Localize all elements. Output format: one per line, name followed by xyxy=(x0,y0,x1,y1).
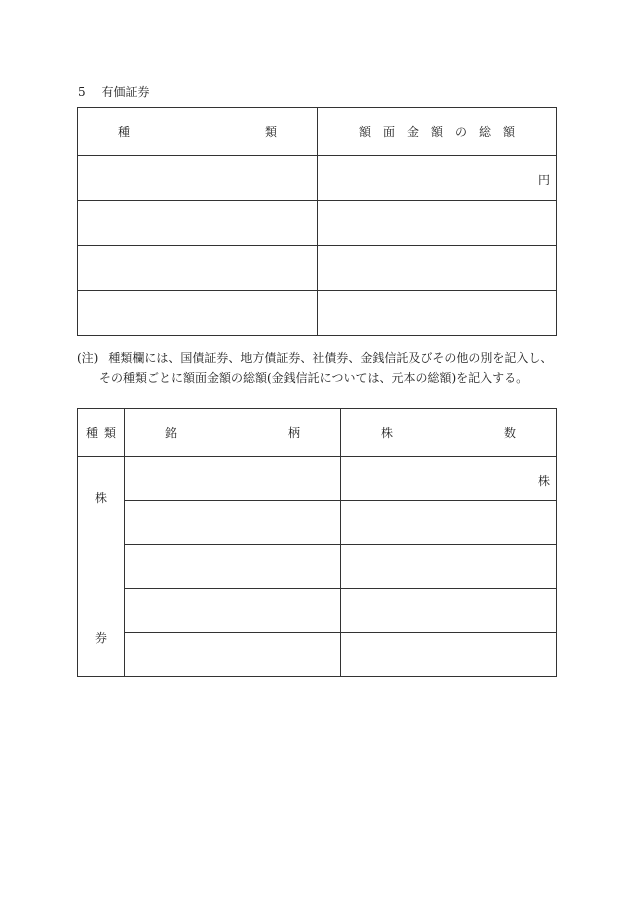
kind-header-right: 類 xyxy=(103,426,116,440)
kind-header-right: 類 xyxy=(264,125,277,139)
shares-cell[interactable] xyxy=(341,633,557,677)
brand-cell[interactable] xyxy=(125,545,341,589)
note xyxy=(77,348,567,388)
kind-header-left: 種 xyxy=(86,426,99,440)
table-row xyxy=(78,589,557,633)
table-header-row xyxy=(78,409,557,457)
stock-kind-cell xyxy=(78,457,125,677)
amount-cell[interactable] xyxy=(318,156,557,201)
table-row xyxy=(78,501,557,545)
table-row xyxy=(78,545,557,589)
kind-cell[interactable] xyxy=(78,246,318,291)
section-title: 有価証券 xyxy=(101,85,150,99)
yen-unit-label: 円 xyxy=(537,173,550,187)
table-header-row xyxy=(78,108,557,156)
kind-cell[interactable] xyxy=(78,156,318,201)
kind-header xyxy=(78,108,318,156)
amount-header-label: 額面金額の総額 xyxy=(358,125,527,139)
kind-cell[interactable] xyxy=(78,201,318,246)
brand-cell[interactable] xyxy=(125,501,341,545)
table-row xyxy=(78,156,557,201)
kind-cell[interactable] xyxy=(78,291,318,336)
shares-cell[interactable] xyxy=(341,501,557,545)
shares-header-right: 数 xyxy=(503,426,516,440)
securities-table xyxy=(77,107,557,336)
shares-cell[interactable] xyxy=(341,457,557,501)
table-row xyxy=(78,457,557,501)
amount-header xyxy=(318,108,557,156)
note-line-2: その種類ごとに額面金額の総額(金銭信託については、元本の総額)を記入する。 xyxy=(99,371,529,385)
section-heading xyxy=(78,84,149,100)
table-row xyxy=(78,633,557,677)
brand-header-left: 銘 xyxy=(165,426,178,440)
brand-header-right: 柄 xyxy=(287,426,300,440)
stock-kind-label-top: 株 xyxy=(94,491,107,505)
shares-cell[interactable] xyxy=(341,589,557,633)
kind-header-left: 種 xyxy=(118,125,131,139)
stock-kind-label-bottom: 券 xyxy=(94,631,107,645)
shares-cell[interactable] xyxy=(341,545,557,589)
brand-cell[interactable] xyxy=(125,589,341,633)
table-row xyxy=(78,246,557,291)
brand-header xyxy=(125,409,341,457)
note-label: (注) xyxy=(77,351,99,365)
amount-cell[interactable] xyxy=(318,246,557,291)
kind-header xyxy=(78,409,125,457)
brand-cell[interactable] xyxy=(125,457,341,501)
amount-cell[interactable] xyxy=(318,201,557,246)
stocks-table xyxy=(77,408,557,677)
amount-cell[interactable] xyxy=(318,291,557,336)
shares-header xyxy=(341,409,557,457)
section-number: 5 xyxy=(78,85,86,99)
shares-unit-label: 株 xyxy=(537,474,550,488)
table-row xyxy=(78,201,557,246)
shares-header-left: 株 xyxy=(381,426,394,440)
brand-cell[interactable] xyxy=(125,633,341,677)
table-row xyxy=(78,291,557,336)
note-line-1: 種類欄には、国債証券、地方債証券、社債券、金銭信託及びその他の別を記入し、 xyxy=(108,351,553,365)
